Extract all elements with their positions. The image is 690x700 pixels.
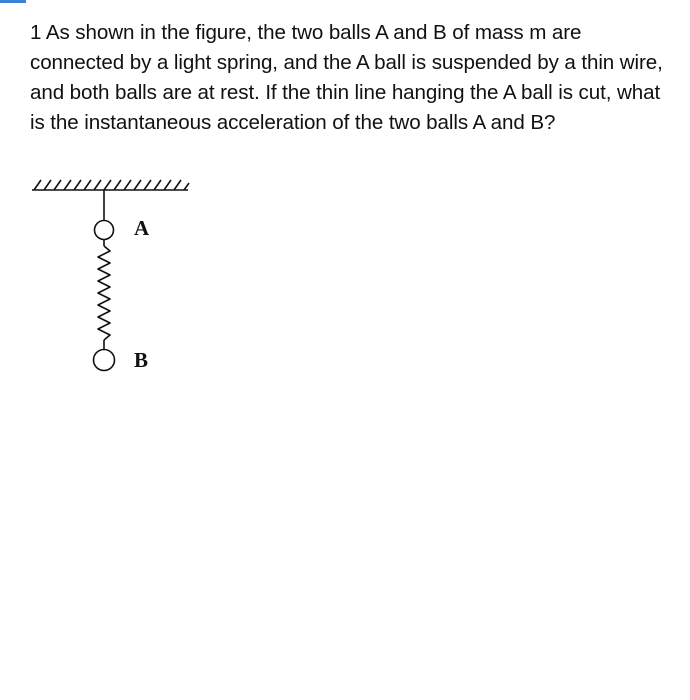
ball-b xyxy=(94,350,115,371)
label-a: A xyxy=(134,216,150,240)
question-text: 1 As shown in the figure, the two balls A and B of mass m are connected by a light spring, and the A ball is suspended by a thin wire, and both balls are at rest. If the thin line hanging the A ball is cut, what is the instantaneous acceleration of the two balls A and B? xyxy=(30,21,663,134)
spring-mass-figure xyxy=(28,170,198,390)
label-b: B xyxy=(134,348,149,372)
ceiling-hatching xyxy=(34,180,189,190)
figure-drawing xyxy=(28,170,198,390)
ball-a xyxy=(95,221,114,240)
light-spring xyxy=(98,246,110,340)
corner-accent-mark xyxy=(0,0,26,3)
